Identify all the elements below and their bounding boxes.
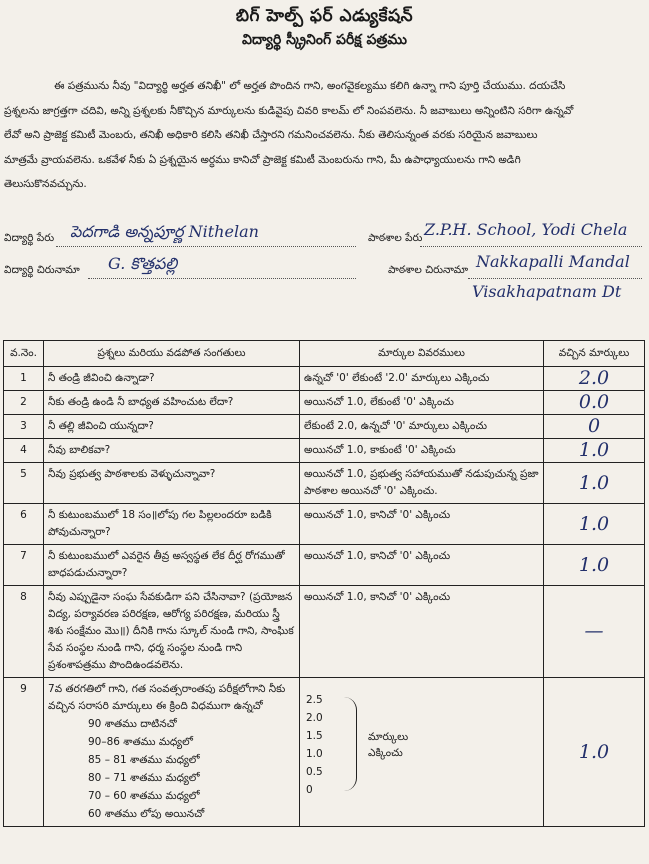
row-mark[interactable]: 1.0 bbox=[544, 463, 645, 504]
row-details: లేకుంటే 2.0, ఉన్నచో '0' మార్కులు ఎక్కించు bbox=[300, 415, 544, 439]
row-question: నీ కుటుంబములో 18 సం॥లోపు గల పిల్లలందరూ బడికి పోవుచున్నారా? bbox=[44, 504, 300, 545]
row-number: 3 bbox=[4, 415, 44, 439]
grade-values bbox=[306, 691, 323, 799]
curly-brace bbox=[344, 697, 357, 791]
instructions-paragraph bbox=[4, 74, 640, 197]
grade-range-list bbox=[48, 715, 295, 823]
school-address-value-2[interactable]: Visakhapatnam Dt bbox=[472, 282, 622, 301]
grade-range: 60 శాతము లోపు అయినచో bbox=[88, 808, 205, 820]
table-row bbox=[4, 367, 645, 391]
instructions-line: మాత్రమే వ్రాయవలెను. ఒకవేళ నీకు ఏ ప్రశ్నయైన అర్ధము కానిచో ప్రాజెక్ట కమిటీ మెంబరును గాని, మీ ఉపాధ్యాయులను గాని అడిగి bbox=[4, 153, 521, 166]
row-mark[interactable]: 0.0 bbox=[544, 391, 645, 415]
form-subtitle: విద్యార్థి స్క్రీనింగ్ పరీక్ష పత్రము bbox=[242, 32, 407, 48]
row-number: 7 bbox=[4, 545, 44, 586]
student-address-value[interactable]: G. కొత్తపల్లి bbox=[108, 254, 178, 273]
school-name-value[interactable]: Z.P.H. School, Yodi Chela bbox=[424, 220, 628, 239]
row-number: 2 bbox=[4, 391, 44, 415]
grade-label: మార్కులు ఎక్కించు bbox=[368, 731, 409, 759]
grade-range: 80 – 71 శాతము మధ్యలో bbox=[88, 772, 200, 784]
school-address-line bbox=[468, 278, 642, 279]
row-mark[interactable]: 1.0 bbox=[544, 545, 645, 586]
row-mark[interactable]: 1.0 bbox=[544, 439, 645, 463]
table-row bbox=[4, 504, 645, 545]
school-address-label: పాఠశాల చిరునామా bbox=[388, 264, 469, 276]
row-number: 1 bbox=[4, 367, 44, 391]
table-row bbox=[4, 463, 645, 504]
instructions-line: లేవో అని ప్రాజెక్ట కమిటీ మెంబరు, తనిఖీ అధికారి కలిసి తనిఖీ చేస్తారని గమనించవలెను. నీకు తెలిసున్నంత వరకు సరియైన జవాబులు bbox=[4, 129, 538, 141]
student-name-value[interactable]: పెదగాడి అన్నపూర్ణ Nithelan bbox=[70, 222, 259, 241]
row-details bbox=[300, 678, 544, 827]
grade-value: 2.0 bbox=[306, 712, 323, 724]
header-serial-no: వ.నెం. bbox=[4, 341, 44, 367]
school-address-value-1[interactable]: Nakkapalli Mandal bbox=[476, 252, 630, 271]
row-mark[interactable]: 1.0 bbox=[544, 504, 645, 545]
row-details: ఉన్నచో '0' లేకుంటే '2.0' మార్కులు ఎక్కించు bbox=[300, 367, 544, 391]
screening-table bbox=[3, 340, 645, 827]
row-question: నీకు తండ్రి ఉండి నీ బాధ్యత వహించుట లేదా? bbox=[44, 391, 300, 415]
row-details: అయినచో 1.0, కానిచో '0' ఎక్కించు bbox=[300, 545, 544, 586]
row-number: 5 bbox=[4, 463, 44, 504]
header-marks-details: మార్కుల వివరములు bbox=[300, 341, 544, 367]
grade-value: 0 bbox=[306, 784, 313, 796]
table-header-row bbox=[4, 341, 645, 367]
school-name-label: పాఠశాల పేరు bbox=[368, 232, 423, 244]
grade-marks-box bbox=[304, 681, 539, 799]
table-row bbox=[4, 415, 645, 439]
student-address-label: విద్యార్థి చిరునామా bbox=[4, 264, 80, 276]
grade-value: 1.0 bbox=[306, 748, 323, 760]
header-question: ప్రశ్నలు మరియు వడపోత సంగతులు bbox=[44, 341, 300, 367]
row-question: నీవు ఎప్పుడైనా సంఘ సేవకుడిగా పని చేసినావా? (ప్రయోజన విద్య, పర్యావరణ పరిరక్షణ, ఆరోగ్య పరిరక్షణ, మరియు స్త్రీ శిశు సంక్షేమం మొ॥) దీనికి గాను స్కూల్ నుండి గాని, సాంఘిక సేవ సంస్థల నుండి గాని, ధర్మ సంస్థల నుండి గాని ప్రశంశాపత్రము పొందిఉండవలెను. bbox=[44, 586, 300, 678]
instructions-line: ప్రశ్నలను జాగ్రత్తగా చదివి, అన్ని ప్రశ్నలకు నీకొచ్చిన మార్కులను కుడివైపు చివరి కాలమ్ లో నింపవలెను. నీ జవాబులు అన్నింటిని సరిగా ఉన్నవో bbox=[4, 104, 574, 117]
row-question: నీ తల్లి జీవించి యున్నదా? bbox=[44, 415, 300, 439]
row-details: అయినచో 1.0, కాకుంటే '0' ఎక్కించు bbox=[300, 439, 544, 463]
instructions-line: ఈ పత్రమును నీవు "విద్యార్థి అర్హత తనిఖీ" లో అర్హత పొందిన గాని, అంగవైకల్యము కలిగి ఉన్నా గాని పూర్తి చేయుము. దయచేసి bbox=[54, 80, 566, 92]
grade-range: 90 శాతము దాటినచో bbox=[88, 718, 177, 730]
row-mark[interactable]: — bbox=[544, 586, 645, 678]
school-name-line bbox=[420, 246, 642, 247]
row-question bbox=[44, 678, 300, 827]
row-details: అయినచో 1.0, లేకుంటే '0' ఎక్కించు bbox=[300, 391, 544, 415]
row-mark[interactable]: 0 bbox=[544, 415, 645, 439]
table-row bbox=[4, 545, 645, 586]
row-question: నీవు బాలికవా? bbox=[44, 439, 300, 463]
row-details: అయినచో 1.0, కానిచో '0' ఎక్కించు bbox=[300, 504, 544, 545]
form-title: బిగ్ హెల్ప్ ఫర్ ఎడ్యుకేషన్ bbox=[235, 6, 414, 26]
student-address-line bbox=[88, 278, 356, 279]
table-row-grades bbox=[4, 678, 645, 827]
row-mark[interactable]: 1.0 bbox=[544, 678, 645, 827]
grade-value: 0.5 bbox=[306, 766, 323, 778]
row-question: నీవు ప్రభుత్వ పాఠశాలకు వెళ్ళుచున్నావా? bbox=[44, 463, 300, 504]
table-row bbox=[4, 391, 645, 415]
row-details: అయినచో 1.0, కానిచో '0' ఎక్కించు bbox=[300, 586, 544, 678]
instructions-line: తెలుసుకొనవచ్చును. bbox=[4, 178, 87, 190]
grade-range: 90–86 శాతము మధ్యలో bbox=[88, 736, 193, 748]
row-question: నీ కుటుంబములో ఎవరైన తీవ్ర అస్వస్థత లేక దీర్ఘ రోగముతో బాధపడుచున్నారా? bbox=[44, 545, 300, 586]
row-number: 6 bbox=[4, 504, 44, 545]
row-details: అయినచో 1.0, ప్రభుత్వ సహాయముతో నడుపుచున్న ప్రజా పాఠశాల అయినచో '0' ఎక్కించు. bbox=[300, 463, 544, 504]
table-row bbox=[4, 439, 645, 463]
row-mark[interactable]: 2.0 bbox=[544, 367, 645, 391]
row-number: 8 bbox=[4, 586, 44, 678]
table-row bbox=[4, 586, 645, 678]
grade-value: 2.5 bbox=[306, 694, 323, 706]
row-number: 9 bbox=[4, 678, 44, 827]
student-name-label: విద్యార్థి పేరు bbox=[4, 232, 55, 244]
row-number: 4 bbox=[4, 439, 44, 463]
row-question: నీ తండ్రి జీవించి ఉన్నాడా? bbox=[44, 367, 300, 391]
student-name-line bbox=[56, 246, 356, 247]
header-marks-obtained: వచ్చిన మార్కులు bbox=[544, 341, 645, 367]
grade-range: 70 – 60 శాతము మధ్యలో bbox=[88, 790, 200, 802]
grade-question-intro: 7వ తరగతిలో గాని, గత సంవత్సరాంతపు పరీక్షలోగాని నీకు వచ్చిన సరాసరి మార్కులు ఈ క్రింది విధముగా ఉన్నచో bbox=[48, 683, 286, 712]
grade-range: 85 – 81 శాతము మధ్యలో bbox=[88, 754, 200, 766]
grade-value: 1.5 bbox=[306, 730, 323, 742]
